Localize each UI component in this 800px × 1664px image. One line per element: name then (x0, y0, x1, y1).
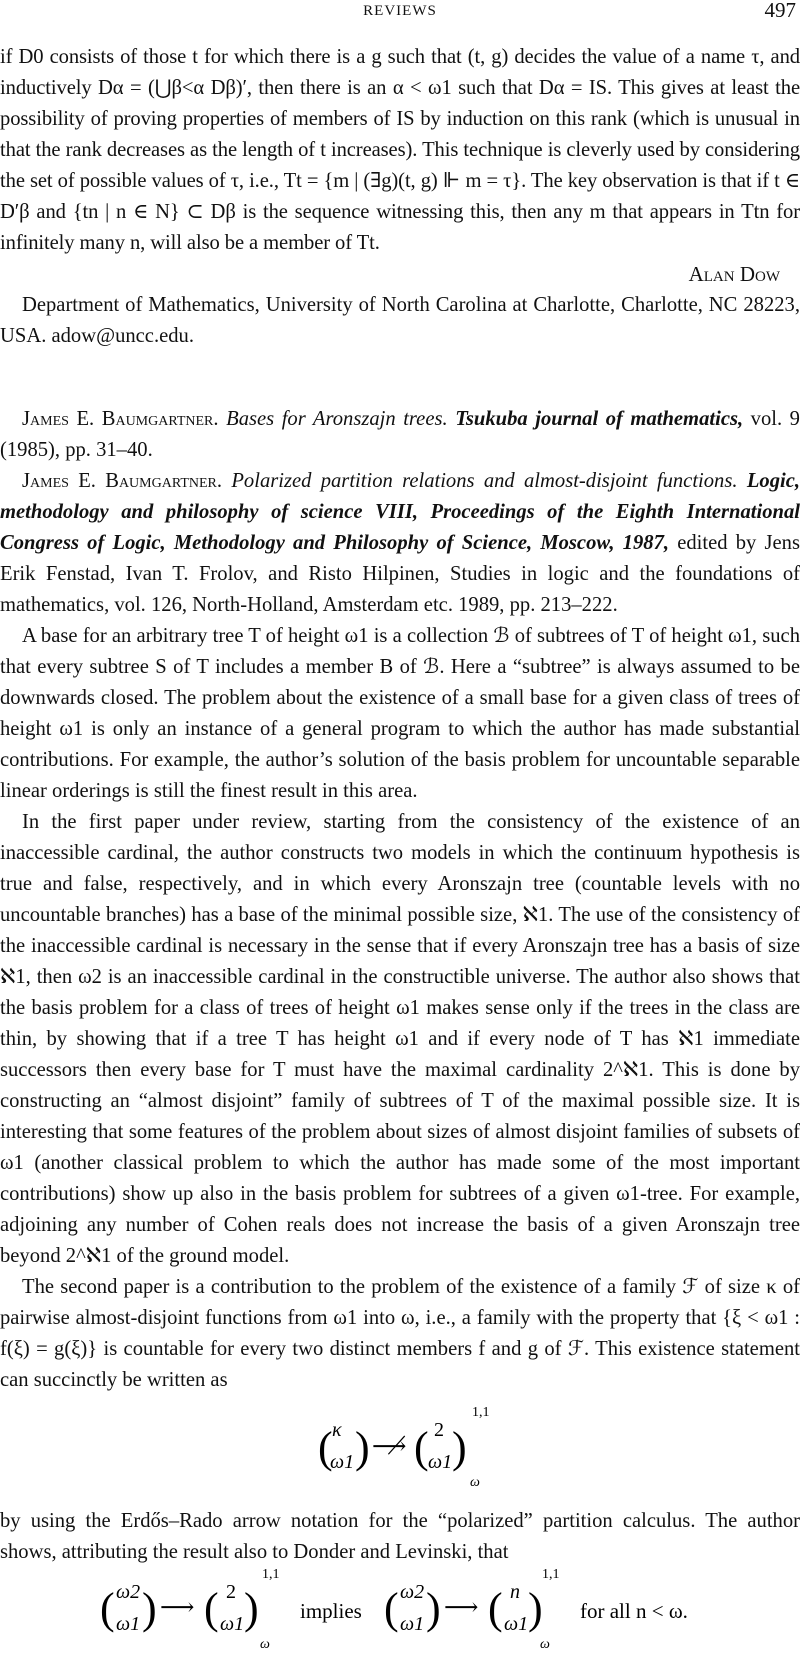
formula-2-b-bottom: ω1 (220, 1613, 245, 1635)
citation-2-author: James E. Baumgartner. (22, 470, 223, 492)
formula-1-graphic (0, 1402, 800, 1500)
formula-2-a-bottom: ω1 (116, 1613, 141, 1635)
formula-1-left-paren-open: ( (318, 1423, 333, 1472)
reviewer-affiliation: Department of Mathematics, University of North Carolina at Charlotte, Charlotte, NC 28223, USA. adow@uncc.edu. (0, 294, 800, 347)
formula-2-c-bottom: ω1 (400, 1613, 425, 1635)
formula-2-d-paren-close: ) (528, 1584, 543, 1633)
citation-2-venue: Logic, methodology and philosophy of science VIII, Proceedings of the Eighth International Congress of Logic, Methodology and Philosophy of Science, Moscow, 1987, (0, 470, 800, 554)
running-head (0, 0, 800, 24)
formula-2-b-paren-close: ) (244, 1584, 259, 1633)
formula-2-d-paren-open: ( (488, 1584, 503, 1633)
formula-1-right-top: 2 (434, 1419, 444, 1441)
formula-2-d-top: n (510, 1581, 520, 1603)
citation-1 (0, 404, 800, 466)
review2-paragraph-4: by using the Erdős–Rado arrow notation for the “polarized” partition calculus. The author shows, attributing the result also to Donder and Levinski, that (0, 1510, 800, 1563)
formula-1-superscript: 1,1 (472, 1405, 490, 1420)
citation-1-details: vol. 9 (1985), pp. 31–40. (0, 408, 800, 461)
formula-2-a-paren-close: ) (142, 1584, 157, 1633)
citation-1-venue: Tsukuba journal of mathematics, (455, 408, 744, 430)
formula-2-b-top: 2 (226, 1581, 236, 1603)
citation-2 (0, 466, 800, 621)
formula-1-arrow: ⟶̸ (372, 1434, 407, 1460)
formula-1-left-bottom: ω1 (330, 1451, 355, 1473)
formula-1-left-top: κ (332, 1419, 342, 1441)
formula-1-subscript: ω (470, 1475, 480, 1490)
formula-2-arrow-1: ⟶ (160, 1595, 195, 1621)
formula-1-right-paren-open: ( (414, 1423, 429, 1472)
citation-1-title: Bases for Aronszajn trees. (226, 408, 448, 430)
formula-2-b-superscript: 1,1 (262, 1568, 280, 1582)
formula-2-d-superscript: 1,1 (542, 1568, 560, 1582)
formula-2-d-subscript: ω (540, 1637, 550, 1652)
review2-paragraph-2: In the first paper under review, starting from the consistency of the existence of an inaccessible cardinal, the author constructs two models in which the continuum hypothesis is true and false, respectively, and in which every Aronszajn tree (countable levels with no uncountable branches) has a base of the minimal possible size, ℵ1. The use of the consistency of the inaccessible cardinal is necessary in the sense that if every Aronszajn tree has a basis of size ℵ1, then ω2 is an inaccessible cardinal in the constructible universe. The author also shows that the basis problem for a class of trees of height ω1 makes sense only if the trees in the class are thin, by showing that if a tree T has height ω1 and if every node of T has ℵ1 immediate successors then every base for T must have the maximal cardinality 2^ℵ1. This is done by constructing an “almost disjoint” family of subtrees of T of the maximal possible size. It is interesting that some features of the problem about sizes of almost disjoint families of subsets of ω1 (another classical problem to which the author has made some of the most important contributions) show up also in the basis problem for subtrees of a given ω1-tree. For example, adjoining any number of Cohen reals does not increase the basis of a given Aronszajn tree beyond 2^ℵ1 of the ground model. (0, 811, 800, 1267)
formula-2-b-paren-open: ( (204, 1584, 219, 1633)
formula-2-c-paren-close: ) (426, 1584, 441, 1633)
formula-2-graphic (0, 1568, 800, 1654)
formula-2-b-subscript: ω (260, 1637, 270, 1652)
review1-tail-paragraph: if D0 consists of those t for which there is a g such that (t, g) decides the value of a name τ, and inductively Dα = (⋃β<α Dβ)′, then there is an α < ω1 such that Dα = IS. This gives at least the possibility of proving properties of members of IS by induction on this rank (which is unusual in that the rank decreases as the length of t increases). This technique is cleverly used by considering the set of possible values of τ, i.e., Tt = {m | (∃g)(t, g) ⊩ m = τ}. The key observation is that if t ∈ D′β and {tn | n ∈ N} ⊂ Dβ is the sequence witnessing this, then any m that appears in Ttn for infinitely many n, will also be a member of Tt. (0, 46, 800, 254)
page-body (0, 42, 800, 1654)
page-number: 497 (764, 0, 796, 22)
formula-1-left-paren-close: ) (355, 1423, 370, 1472)
reviewer-signature: Alan Dow (688, 262, 780, 286)
formula-2-d-bottom: ω1 (504, 1613, 529, 1635)
review2-paragraph-1: A base for an arbitrary tree T of height ω1 is a collection ℬ of subtrees of T of height ω1, such that every subtree S of T includes a member B of ℬ. Here a “subtree” is always assumed to be downwards closed. The problem about the existence of a small base for a given class of trees of height ω1 is only an instance of a general program to which the author has made substantial contributions. For example, the author’s solution of the basis problem for uncountable separable linear orderings is still the finest result in this area. (0, 625, 800, 802)
formula-polarized-negative (0, 1402, 800, 1500)
formula-2-a-paren-open: ( (100, 1584, 115, 1633)
formula-1-right-bottom: ω1 (428, 1451, 453, 1473)
citation-2-title: Polarized partition relations and almost-disjoint functions. (231, 470, 738, 492)
formula-1-right-paren-close: ) (452, 1423, 467, 1472)
formula-2-connective: implies (300, 1599, 362, 1623)
formula-2-arrow-2: ⟶ (444, 1595, 479, 1621)
citation-2-details: edited by Jens Erik Fenstad, Ivan T. Frolov, and Risto Hilpinen, Studies in logic and the foundations of mathematics, vol. 126, North-Holland, Amsterdam etc. 1989, pp. 213–222. (0, 532, 800, 616)
formula-2-a-top: ω2 (116, 1581, 141, 1603)
formula-2-tail: for all n < ω. (580, 1599, 688, 1623)
citation-1-author: James E. Baumgartner. (22, 408, 219, 430)
formula-polarized-implication (0, 1568, 800, 1654)
review2-paragraph-3: The second paper is a contribution to the problem of the existence of a family ℱ of size κ of pairwise almost-disjoint functions from ω1 into ω, i.e., a family with the property that {ξ < ω1 : f(ξ) = g(ξ)} is countable for every two distinct members f and g of ℱ. This existence statement can succinctly be written as (0, 1276, 800, 1391)
formula-2-c-paren-open: ( (384, 1584, 399, 1633)
running-title: REVIEWS (363, 3, 437, 19)
formula-2-c-top: ω2 (400, 1581, 425, 1603)
